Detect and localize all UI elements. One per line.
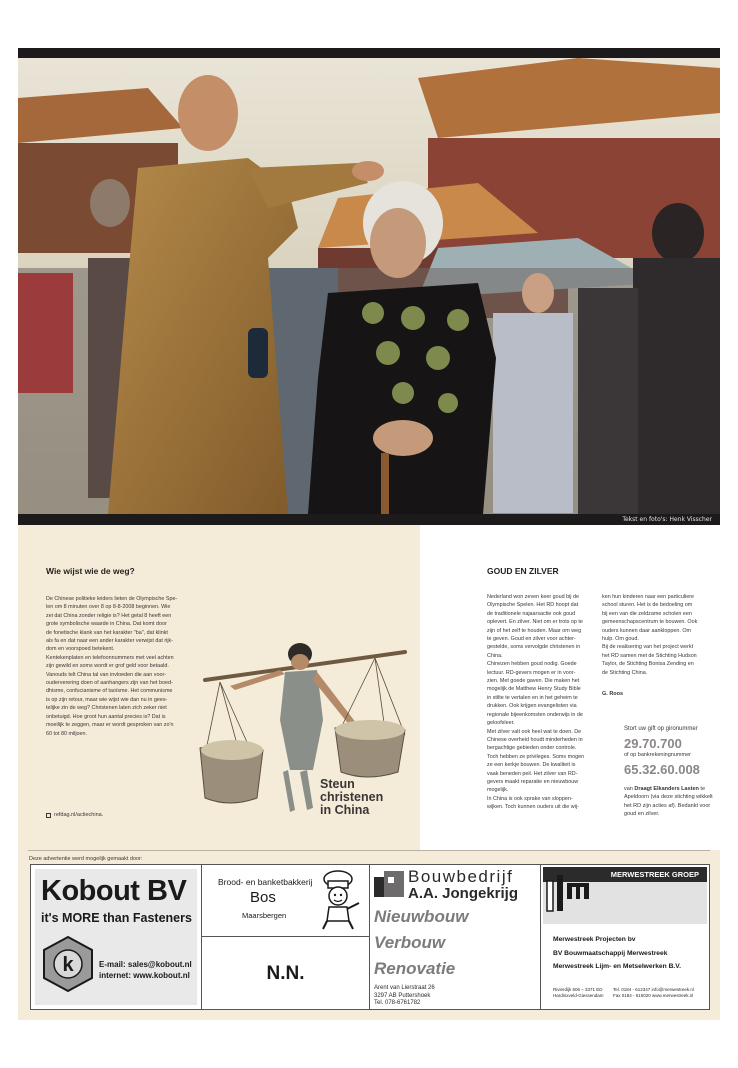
- jongekrijg-address: Arent van Lierstraat 26 3297 AB Puttershoek Tel. 078-6761782: [374, 985, 435, 1006]
- kobout-name: Kobout BV: [41, 875, 187, 907]
- kobout-logo-letter: k: [62, 954, 74, 976]
- jongekrijg-word-nieuwbouw: Nieuwbouw: [374, 907, 469, 926]
- kobout-tagline: it's MORE than Fasteners: [41, 911, 192, 925]
- sponsor-block: [30, 864, 710, 1010]
- sponsor-kobout: [31, 865, 201, 1009]
- article-right-column-2: ken hun kinderen naar een particuliere school sturen. Het is de bedoeling om bij een van die zeldzame scholen een gemeenschapscentrum te bouwen. Ook ouders kunnen daar aankloppen. Om hulp. Om goud. Bij de realisering van het project werkt het RD samen met de Stichting Hudson Taylor, de Stichting Bonisa Zending en de Stichting China.: [602, 594, 698, 676]
- donation-foundation-name: Draagt Elkanders Lasten: [634, 786, 699, 792]
- merwestreek-phone-web: Tel. 0184 - 612347 info@merwestreek.nl Fax 0184 - 615020 www.merwestreek.nl: [613, 987, 694, 998]
- photo-monk-and-old-woman: [18, 58, 720, 514]
- merwestreek-address: Rivierdijk 606 – 3371 ED Hardinxveld-Giessendam: [553, 987, 604, 998]
- sponsor-merwestreek: [541, 865, 709, 1009]
- article-left-body: De Chinese politieke leiders lieten de Olympische Spe- len om 8 minuten over 8 op 8-8-2008 beginnen. Wie zei dat China zonder religie is? Het getal 8 heeft een grote symbolische waarde in China. Dat komt door de fonetische klank van het karakter "ba", dat klinkt als fa en dat naar een ander karakter verwijst dat rijk- dom en voorspoed betekent. Kentekenplaten en telefoonnummers met veel achten zijn gewild en soms wordt er grof geld voor betaald. Vanouds telt China tal van invloeden die aan voor- ouderverering doen of aanhangers zijn van het boed- dhisme, confucianisme of taoïsme. Het communisme is op zijn retour, maar wie wijst wie dan nu in gees- telijke zin de weg? Christenen laten zich zeker niet onbetuigd. Hoe groot hun aantal precies is? Dat is moeilijk te zeggen, maar er wordt gesproken van zo'n 60 tot 80 miljoen.: [46, 596, 178, 737]
- jongekrijg-title-1: Bouwbedrijf: [408, 867, 514, 886]
- sponsor-bos: [201, 865, 369, 937]
- article-right-column-1: Nederland won zeven keer goud bij de Olympische Spelen. Het RD hoopt dat de traditionele najaarsactie ook goud oplevert. En zilver. Niet om er trots op te zijn of het zelf te houden. Maar om weg te geven. Goud en zilver voor achter- gestelde, soms vervolgde christenen in China. Chinezen hebben goud nodig. Goede lectuur. RD-gevers mogen er in voor- zien. Met goede gaven. Die maken het mogelijk de Matthew Henry Study Bible in stilte te vertalen en in het geheim te drukken. Ook krijgen evangelisten via regionale bijeenkomsten onderwijs in de geloofsleer. Met zilver valt ook heel wat te doen. De Chinese overheid houdt minderheden in bergachtige gebieden onder controle. Toch hebben ze privileges. Soms mogen ze een kerkje bouwen. De kwaliteit is vaak beneden peil. Het zilver van RD- gevers maakt reparatie en nieuwbouw mogelijk. In China is ook sprake van sloppen- wijken. Toch kunnen ouders uit die wij-: [487, 594, 585, 811]
- jongekrijg-word-verbouw: Verbouw: [374, 933, 446, 952]
- donation-thanks: [624, 785, 714, 819]
- article-left-heading: Wie wijst wie de weg?: [46, 566, 135, 576]
- donation-thanks-prefix: van: [624, 786, 635, 792]
- merwestreek-companies: Merwestreek Projecten bv BV Bouwmaatschappij Merwestreek Merwestreek Lijm- en Metselwerken B.V.: [553, 936, 681, 970]
- kobout-contact: E-mail: sales@kobout.nl internet: www.kobout.nl: [99, 960, 192, 980]
- donation-bank-number: 65.32.60.008: [624, 762, 700, 777]
- kobout-nut-logo: [41, 935, 95, 993]
- divider-rule: [28, 850, 710, 851]
- bos-name: Bos: [250, 889, 276, 906]
- article-author: G. Roos: [602, 691, 624, 697]
- link-arrow-icon: [46, 813, 51, 818]
- sponsor-note: Deze advertentie werd mogelijk gemaakt door:: [29, 856, 143, 862]
- bos-place: Maarsbergen: [242, 911, 287, 920]
- donation-giro-label: Stort uw gift op gironummer: [624, 726, 698, 732]
- merwestreek-group-name: MERWESTREEK GROEP: [610, 870, 699, 879]
- callout-steun-christenen: Steun christenen in China: [320, 777, 384, 817]
- jongekrijg-logo-icon: [374, 871, 404, 897]
- donation-thanks-suffix: te Apeldoorn (via deze stichting wikkelt het RD zijn acties af). Bedankt voor goud en zilver.: [624, 786, 713, 818]
- action-link[interactable]: [46, 812, 103, 818]
- bos-tagline: Brood- en banketbakkerij: [218, 877, 313, 887]
- action-link-text[interactable]: refdag.nl/actiechina.: [54, 812, 104, 818]
- donation-giro-number: 29.70.700: [624, 736, 682, 751]
- hero-photo: [18, 48, 720, 525]
- merwestreek-logo-icon: [545, 869, 593, 913]
- jongekrijg-word-renovatie: Renovatie: [374, 959, 456, 978]
- sponsor-nn: [201, 937, 369, 1009]
- jongekrijg-title-2: A.A. Jongekrijg: [408, 885, 519, 902]
- sponsor-jongekrijg: [369, 865, 541, 1009]
- baker-chef-icon: [313, 869, 363, 931]
- photo-credit: Tekst en foto's: Henk Visscher: [622, 516, 712, 523]
- article-right-heading: GOUD EN ZILVER: [487, 566, 559, 576]
- donation-bank-label: of op bankrekeningnummer: [624, 752, 691, 758]
- nn-text: N.N.: [266, 963, 305, 984]
